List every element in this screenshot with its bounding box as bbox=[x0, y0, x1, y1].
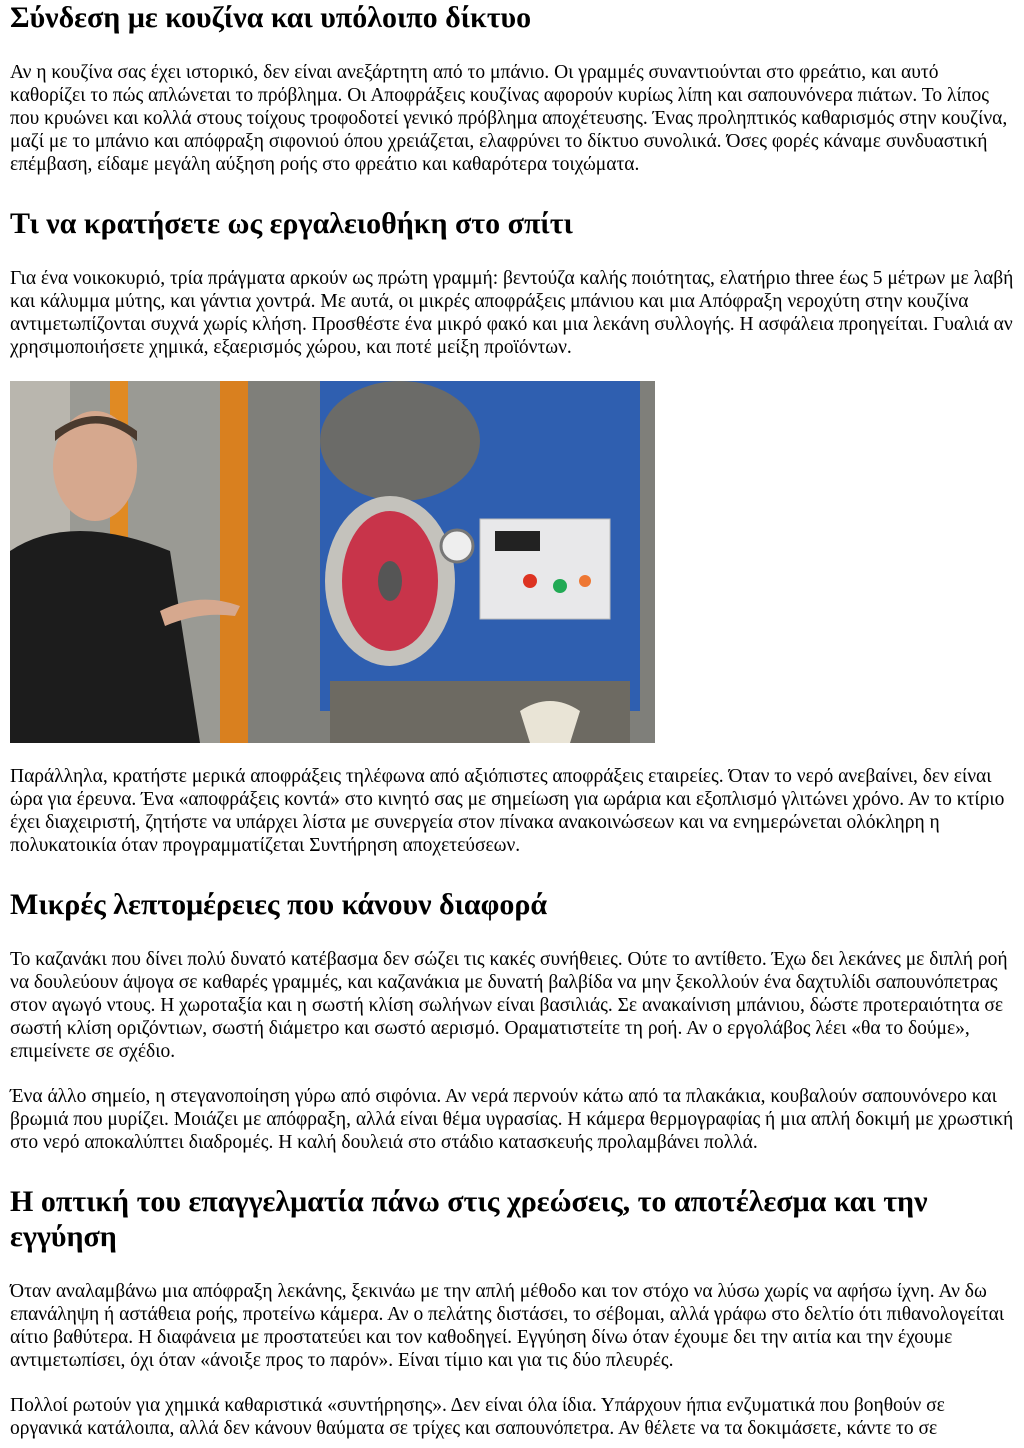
section-heading: Η οπτική του επαγγελματία πάνω στις χρεώσεις, το αποτέλεσμα και την εγγύηση bbox=[10, 1185, 928, 1253]
paragraph: Για ένα νοικοκυριό, τρία πράγματα αρκούν ως πρώτη γραμμή: βεντούζα καλής ποιότητας, ελατήριο three έως 5 μέτρων με λαβή και κάλυμμα μύτης, και γάντια χοντρά. Με αυτά, οι μικρές αποφράξεις μπάνιου και μια Απόφραξη νεροχύτη στην κουζίνα αντιμετωπίζονται συχνά χωρίς κλήση. Προσθέστε ένα μικρό φακό και μια λεκάνη συλλογής. Η ασφάλεια προηγείται. Γυαλιά αν χρησιμοποιήσετε χημικά, εξαερισμός χώρου, και ποτέ μείξη προϊόντων. bbox=[10, 268, 1014, 358]
paragraph: Όταν αναλαμβάνω μια απόφραξη λεκάνης, ξεκινάω με την απλή μέθοδο και τον στόχο να λύσω χωρίς να αφήσω ίχνη. Αν δω επανάληψη ή αστάθεια ροής, προτείνω κάμερα. Αν ο πελάτης διστάσει, το σέβομαι, αλλά γράφω στο δελτίο ότι πιθανολογείται αίτιο βαθύτερα. Η διαφάνεια με προστατεύει και τον καθοδηγεί. Εγγύηση δίνω όταν έχουμε δει την αιτία και την έχουμε αντιμετωπίσει, όχι όταν «άνοιξε προς το παρόν». Είναι τίμιο και για τις δύο πλευρές. bbox=[10, 1281, 1005, 1371]
article-photo bbox=[10, 381, 655, 743]
paragraph: Ένα άλλο σημείο, η στεγανοποίηση γύρω από σιφόνια. Αν νερά περνούν κάτω από τα πλακάκια, κουβαλούν σαπουνόνερο και βρωμιά που μυρίζει. Μοιάζει με απόφραξη, αλλά είναι θέμα υγρασίας. Η κάμερα θερμογραφίας ή μια απλή δοκιμή με χρωστική στο νερό αποκαλύπτει διαδρομές. Η καλή δουλειά στο στάδιο κατασκευής προλαμβάνει πολλά. bbox=[10, 1086, 1014, 1153]
section-heading: Μικρές λεπτομέρειες που κάνουν διαφορά bbox=[10, 888, 548, 921]
paragraph: Το καζανάκι που δίνει πολύ δυνατό κατέβασμα δεν σώζει τις κακές συνήθειες. Ούτε το αντίθετο. Έχω δει λεκάνες με διπλή ροή να δουλεύουν άψογα σε καθαρές γραμμές, και καζανάκια με δυνατή βαλβίδα να μην ξεκολλούν ένα δαχτυλίδι σαπουνόπετρας στον αγωγό ντους. Η χωροταξία και η σωστή κλίση σωλήνων είναι βασιλιάς. Σε ανακαίνιση μπάνιου, δώστε προτεραιότητα σε σωστή κλίση οριζόντιων, σωστή διάμετρο και σωστό αερισμό. Οραματιστείτε τη ροή. Αν ο εργολάβος λέει «θα το δούμε», επιμείνετε σε σχέδιο. bbox=[10, 949, 1008, 1062]
section-heading: Σύνδεση με κουζίνα και υπόλοιπο δίκτυο bbox=[10, 1, 532, 34]
photo-technician-with-drain-machine bbox=[10, 381, 655, 743]
paragraph: Πολλοί ρωτούν για χημικά καθαριστικά «συντήρησης». Δεν είναι όλα ίδια. Υπάρχουν ήπια ενζυματικά που βοηθούν σε οργανικά κατάλοιπα, αλλά δεν κάνουν θαύματα σε τρίχες και σαπουνόπετρα. Αν θέλετε να τα δοκιμάσετε, κάντε το σε bbox=[10, 1395, 945, 1439]
paragraph: Παράλληλα, κρατήστε μερικά αποφράξεις τηλέφωνα από αξιόπιστες αποφράξεις εταιρείες. Όταν το νερό ανεβαίνει, δεν είναι ώρα για έρευνα. Ένα «αποφράξεις κοντά» στο κινητό σας με σημείωση για ωράρια και εξοπλισμό γλιτώνει χρόνο. Αν το κτίριο έχει διαχειριστή, ζητήστε να υπάρχει λίστα με συνεργεία στον πίνακα ανακοινώσεων και να ενημερώνεται ολόκληρη η πολυκατοικία όταν προγραμματίζεται Συντήρηση αποχετεύσεων. bbox=[10, 766, 1005, 856]
section-heading: Τι να κρατήσετε ως εργαλειοθήκη στο σπίτι bbox=[10, 207, 573, 240]
paragraph: Αν η κουζίνα σας έχει ιστορικό, δεν είναι ανεξάρτητη από το μπάνιο. Οι γραμμές συναντιούνται στο φρεάτιο, και αυτό καθορίζει το πώς απλώνεται το πρόβλημα. Οι Αποφράξεις κουζίνας αφορούν κυρίως λίπη και σαπουνόνερα πιάτων. Το λίπος που κρυώνει και κολλά στους τοίχους τροφοδοτεί γενικό πρόβλημα αποχέτευσης. Ένας προληπτικός καθαρισμός στην κουζίνα, μαζί με το μπάνιο και απόφραξη σιφονιού όπου χρειάζεται, ελαφρύνει το δίκτυο συνολικά. Όσες φορές κάναμε συνδυαστική επέμβαση, είδαμε μεγάλη αύξηση ροής στο φρεάτιο και καθαρότερα τοιχώματα. bbox=[10, 62, 1008, 175]
